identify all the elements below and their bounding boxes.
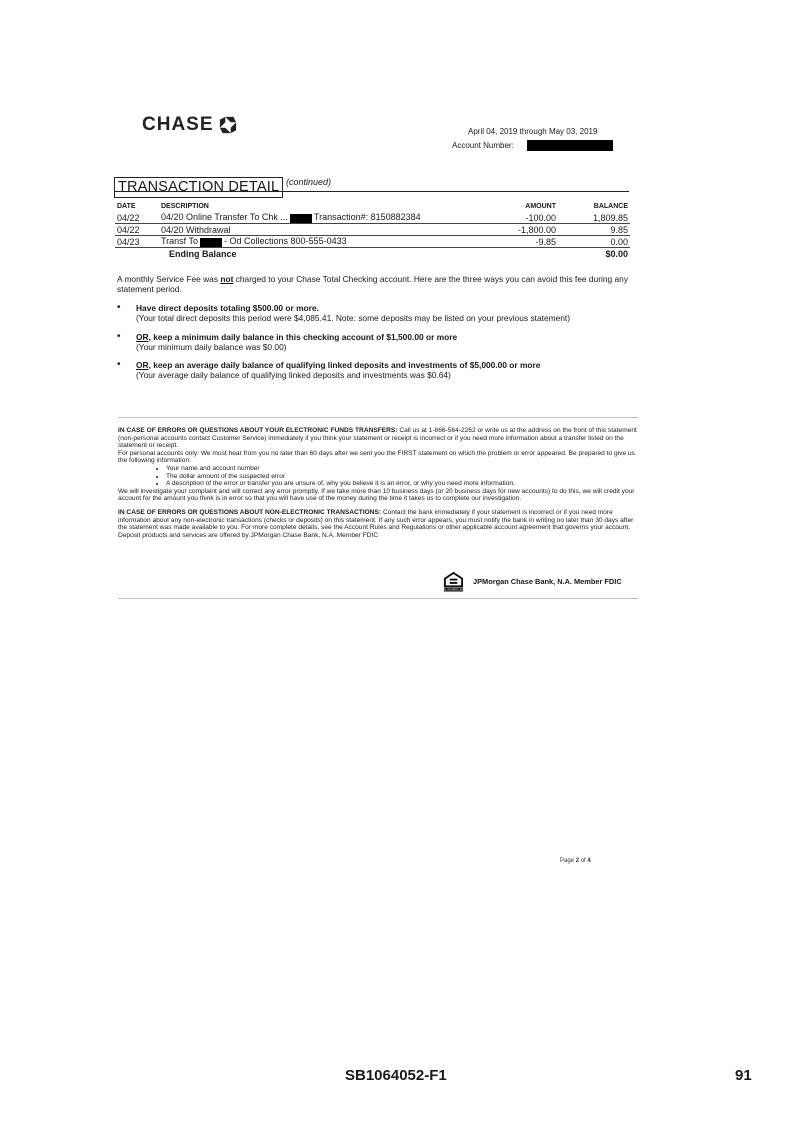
redacted-account (200, 238, 222, 247)
ending-balance-value: $0.00 (605, 248, 628, 259)
bullet-or: OR (136, 360, 149, 370)
fee-text-2: charged to your Chase Total Checking account. Here are the three ways you can avoid this fee during any statement period. (117, 274, 629, 294)
fee-bullet (117, 304, 637, 323)
equal-housing-caption: EQUAL HOUSING LENDER (439, 589, 468, 592)
col-description: DESCRIPTION (161, 203, 209, 210)
document-page-number: 91 (735, 1067, 752, 1084)
bullet-title-text: , keep an average daily balance of qualifying linked deposits and investments of $5,000.00 or more (148, 360, 541, 370)
eft-paragraph (118, 427, 638, 450)
table-header (115, 201, 630, 212)
desc-text: Transf To (161, 236, 199, 247)
empty-cell (115, 248, 159, 260)
bullet-title-text: , keep a minimum daily balance in this checking account of $1,500.00 or more (148, 332, 458, 342)
ending-balance-row (115, 248, 630, 260)
chase-logo (142, 114, 237, 136)
nonelec-body: Contact the bank immediately if your statement is incorrect or if you need more information about any non-electronic transactions (checks or deposits) on this statement. If any such error appears, you must notify the bank in writing no later than 30 days after the statement was made available to you. For more complete details, see the Account Rules and Regulations or other applicable account agreement that governs your account. Deposit products and services are offered by JPMorgan Chase Bank, N.A. Member FDIC (118, 508, 634, 539)
desc-text-2: - Od Collections 800-555-0433 (224, 236, 347, 247)
row-balance: 0.00 (558, 236, 630, 248)
row-balance: 1,809.85 (558, 212, 630, 224)
fee-not: not (220, 274, 234, 284)
row-amount: -1,800.00 (484, 224, 558, 236)
fee-bullet (117, 333, 637, 352)
divider-bottom (118, 598, 638, 599)
bullet-dot: • (117, 302, 121, 313)
row-description: 04/20 Withdrawal (159, 224, 484, 236)
account-number-label: Account Number: (452, 141, 514, 150)
bullet-detail: (Your average daily balance of qualifying linked deposits and investments was $0.64) (136, 369, 451, 380)
account-number-row (452, 140, 613, 151)
table-row (115, 212, 630, 224)
bullet-detail: (Your total direct deposits this period were $4,085.41. Note: some deposits may be listed on your previous statement) (136, 312, 571, 323)
col-balance: BALANCE (593, 203, 628, 210)
empty-cell (484, 248, 558, 260)
bullet-detail: (Your minimum daily balance was $0.00) (136, 341, 287, 352)
bullet-title: Have direct deposits totaling $500.00 or more. (136, 303, 319, 313)
fee-notice (117, 274, 637, 294)
fee-bullet (117, 361, 637, 380)
jpmorgan-fdic-line: JPMorgan Chase Bank, N.A. Member FDIC (473, 577, 622, 586)
page-current: 2 (575, 858, 580, 864)
redacted-account-number (527, 140, 613, 151)
transaction-detail-title: TRANSACTION DETAIL (114, 177, 283, 198)
required-info-list (118, 465, 638, 488)
row-balance: 9.85 (558, 224, 630, 236)
eft-body: Call us at 1-866-564-2262 or write us at the address on the front of this statement (non-personal accounts contact Customer Service) immediately if you think your statement or receipt is incorrect or if you need more information about a transfer listed on the statement or receipt. (118, 427, 637, 450)
bullet-dot: • (117, 331, 121, 342)
table-row (115, 236, 630, 248)
col-date: DATE (117, 203, 136, 210)
eft-heading: IN CASE OF ERRORS OR QUESTIONS ABOUT YOUR ELECTRONIC FUNDS TRANSFERS: (118, 427, 398, 434)
divider-top (118, 417, 638, 418)
row-date: 04/23 (115, 236, 159, 248)
list-item: • Your name and account number (166, 465, 638, 473)
chase-octagon-icon (219, 116, 237, 134)
page-label: Page (560, 858, 575, 864)
eft-errors-block (118, 427, 638, 539)
redacted-account (290, 214, 312, 223)
bullet-text (136, 361, 637, 380)
row-description (159, 236, 484, 248)
list-item: • A description of the error or transfer you are unsure of, why you believe it is an error, or why you need more information. (166, 480, 638, 488)
page-number (560, 858, 591, 864)
nonelec-paragraph (118, 509, 638, 539)
equal-housing-lender-icon (439, 571, 468, 592)
document-id: SB1064052-F1 (345, 1067, 447, 1084)
row-description (159, 212, 484, 224)
row-date: 04/22 (115, 224, 159, 236)
fee-text: A monthly Service Fee was (117, 274, 221, 284)
table-row (115, 224, 630, 236)
personal-accounts-line: For personal accounts only: We must hear from you no later than 60 days after we sent you the FIRST statement on which the problem or error appeared. Be prepared to give us the following information: (118, 449, 635, 465)
statement-period: April 04, 2019 through May 03, 2019 (468, 127, 598, 136)
investigate-paragraph: We will investigate your complaint and will correct any error promptly. If we take more than 10 business days (or 20 business days for new accounts) to do this, we will credit your account for the amount you think is in error so that you will have use of the money during the time it takes us to complete our investigation. (118, 487, 635, 503)
desc-text: 04/20 Online Transfer To Chk ... (161, 212, 288, 223)
list-item: • The dollar amount of the suspected error (166, 473, 638, 481)
bullet-dot: • (117, 359, 121, 370)
ending-balance-label: Ending Balance (169, 248, 237, 259)
row-amount: -9.85 (484, 236, 558, 248)
col-amount: AMOUNT (525, 203, 556, 210)
desc-text-2: Transaction#: 8150882384 (313, 212, 421, 223)
row-date: 04/22 (115, 212, 159, 224)
equal-housing-logo (439, 571, 468, 592)
page-of: of (580, 858, 586, 864)
nonelec-heading: IN CASE OF ERRORS OR QUESTIONS ABOUT NON-ELECTRONIC TRANSACTIONS: (118, 508, 382, 516)
bullet-text (136, 333, 637, 352)
page-total: 4 (587, 858, 591, 864)
logo-text: CHASE (142, 114, 214, 135)
transaction-table (115, 201, 630, 259)
row-amount: -100.00 (484, 212, 558, 224)
continued-label: (continued) (286, 177, 332, 187)
bullet-text (136, 304, 637, 323)
bullet-or: OR (136, 332, 149, 342)
